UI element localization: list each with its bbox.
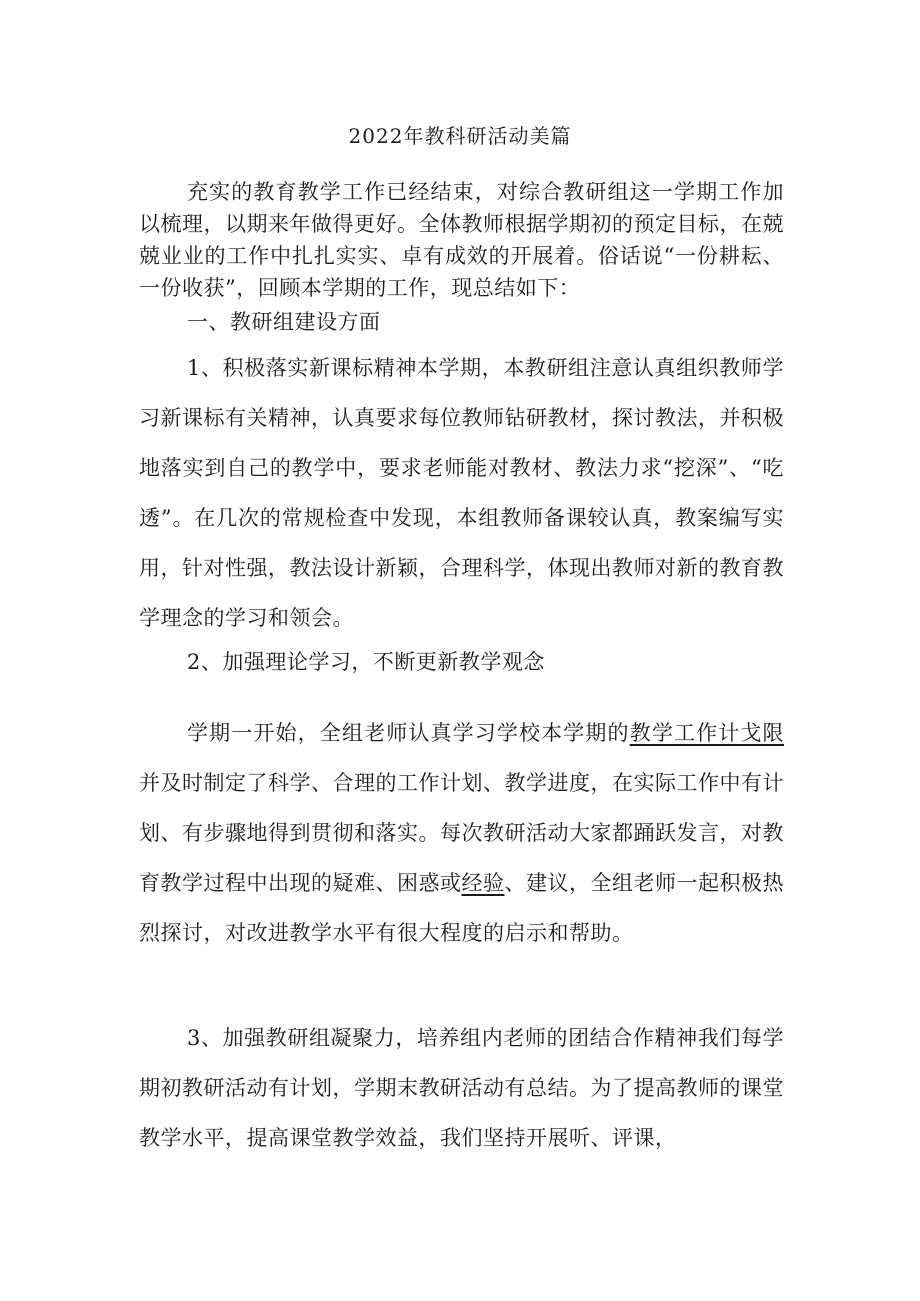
item-2-heading: 2、加强理论学习，不断更新教学观念 <box>187 650 545 674</box>
item-2-text-1: 学期一开始，全组老师认真学习学校本学期的 <box>187 721 630 745</box>
intro-paragraph: 充实的教育教学工作已经结束，对综合教研组这一学期工作加以梳理，以期来年做得更好。全体教师根据学期初的预定目标，在兢兢业业的工作中扎扎实实、卓有成效的开展着。俗话说“一份耕耘、一份收获”，回顾本学期的工作，现总结如下： <box>139 180 784 300</box>
page-title: 2022年教科研活动美篇 <box>348 124 572 148</box>
item-2-text-2: 并及时制定了科学、合理的工作计划、教学进度，在实际工作中有计划、有步骤地得到贯彻和落实。每次教研活动大家都踊跃发言，对教育教学过程中出现的疑难、困惑或 <box>139 771 784 895</box>
section-heading: 一、教研组建设方面 <box>187 310 381 334</box>
teaching-plan-link[interactable]: 教学工作计戈限 <box>629 721 785 745</box>
item-2-paragraph <box>139 708 784 958</box>
experience-link[interactable]: 经验 <box>461 871 505 895</box>
item-1-paragraph: 1、积极落实新课标精神本学期，本教研组注意认真组织教师学习新课标有关精神，认真要求每位教师钻研教材，探讨教法，并积极地落实到自己的教学中，要求老师能对教材、教法力求“挖深”、“吃透”。在几次的常规检查中发现，本组教师备课较认真，教案编写实用，针对性强，教法设计新颖，合理科学，体现出教师对新的教育教学理念的学习和领会。 <box>139 356 784 630</box>
item-2-text-3: 、建议，全组老师一起积极热烈探讨，对改进教学水平有很大程度的启示和帮助。 <box>139 871 784 945</box>
item-3-paragraph: 3、加强教研组凝聚力，培养组内老师的团结合作精神我们每学期初教研活动有计划，学期末教研活动有总结。为了提高教师的课堂教学水平，提高课堂教学效益，我们坚持开展听、评课， <box>139 1026 784 1150</box>
